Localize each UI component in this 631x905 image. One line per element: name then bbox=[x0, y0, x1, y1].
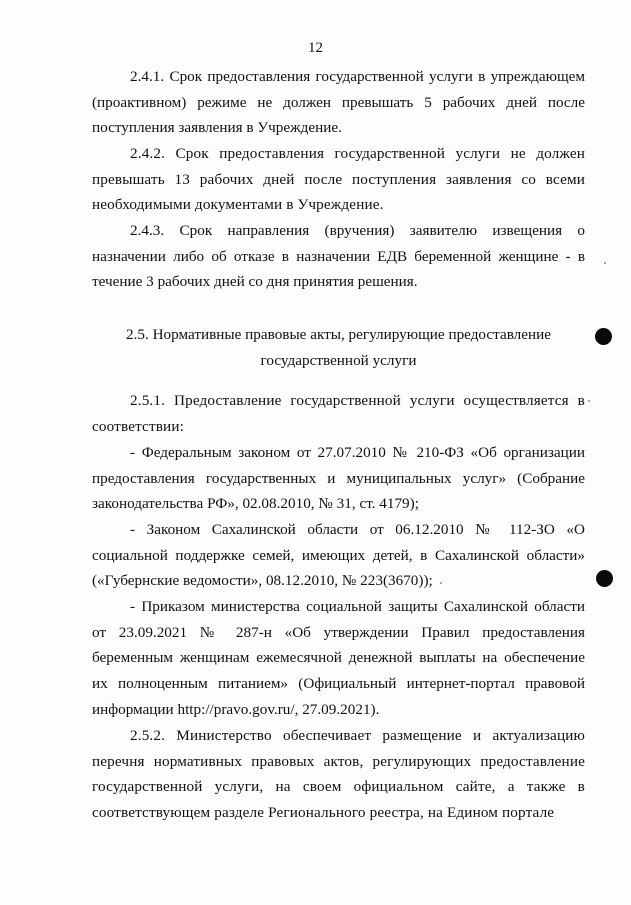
hole-punch-mark bbox=[595, 328, 612, 345]
law-item-1-text: - Федеральным законом от 27.07.2010 № 210-ФЗ «Об организации предоставления государственных и муниципальных услуг» (Собрание законодательства РФ», 02.08.2010, № 31, ст. 4179); bbox=[92, 444, 585, 513]
law-item-3 bbox=[92, 594, 585, 723]
clause-2-4-1-text: 2.4.1. Срок предоставления государственной услуги в упреждающем (проактивном) режиме не должен превышать 5 рабочих дней после поступления заявления в Учреждение. bbox=[92, 68, 585, 137]
heading-line-1: 2.5. Нормативные правовые акты, регулирующие предоставление bbox=[126, 326, 551, 343]
page-number: 12 bbox=[308, 40, 323, 56]
scan-speck bbox=[604, 262, 606, 264]
clause-2-4-3-text: 2.4.3. Срок направления (вручения) заявителю извещения о назначении либо об отказе в назначении ЕДВ беременной женщине - в течение 3 рабочих дней со дня принятия решения. bbox=[92, 222, 585, 291]
clause-2-5-1 bbox=[92, 388, 585, 439]
law-item-1 bbox=[92, 440, 585, 517]
hole-punch-mark bbox=[596, 570, 613, 587]
clause-2-5-2-text: 2.5.2. Министерство обеспечивает размещение и актуализацию перечня нормативных правовых актов, регулирующих предоставление государственной услуги, на своем официальном сайте, а также в соответствующем разделе Регионального реестра, на Едином портале bbox=[92, 727, 585, 822]
law-item-2-text: - Законом Сахалинской области от 06.12.2010 № 112-ЗО «О социальной поддержке семей, имеющих детей, в Сахалинской области» («Губернские ведомости», 08.12.2010, № 223(3670)); bbox=[92, 521, 585, 590]
scan-speck bbox=[440, 582, 442, 584]
clause-2-5-2 bbox=[92, 723, 585, 826]
law-item-2 bbox=[92, 517, 585, 594]
law-item-3-text: - Приказом министерства социальной защиты Сахалинской области от 23.09.2021 № 287-н «Об утверждении Правил предоставления беременным женщинам ежемесячной денежной выплаты на обеспечение их полноценным питанием» (Официальный интернет-портал правовой информации http://pravo.gov.ru/, 27.09.2021). bbox=[92, 598, 585, 718]
clause-2-4-2-text: 2.4.2. Срок предоставления государственной услуги не должен превышать 13 рабочих дней после поступления заявления со всеми необходимыми документами в Учреждение. bbox=[92, 145, 585, 214]
clause-2-4-2 bbox=[92, 141, 585, 218]
clause-2-4-3 bbox=[92, 218, 585, 295]
clause-2-5-1-text: 2.5.1. Предоставление государственной услуги осуществляется в соответствии: bbox=[92, 392, 585, 435]
scan-speck bbox=[588, 400, 590, 402]
heading-line-2: государственной услуги bbox=[260, 351, 417, 369]
clause-2-4-1 bbox=[92, 64, 585, 141]
section-2-5-heading bbox=[92, 322, 585, 373]
